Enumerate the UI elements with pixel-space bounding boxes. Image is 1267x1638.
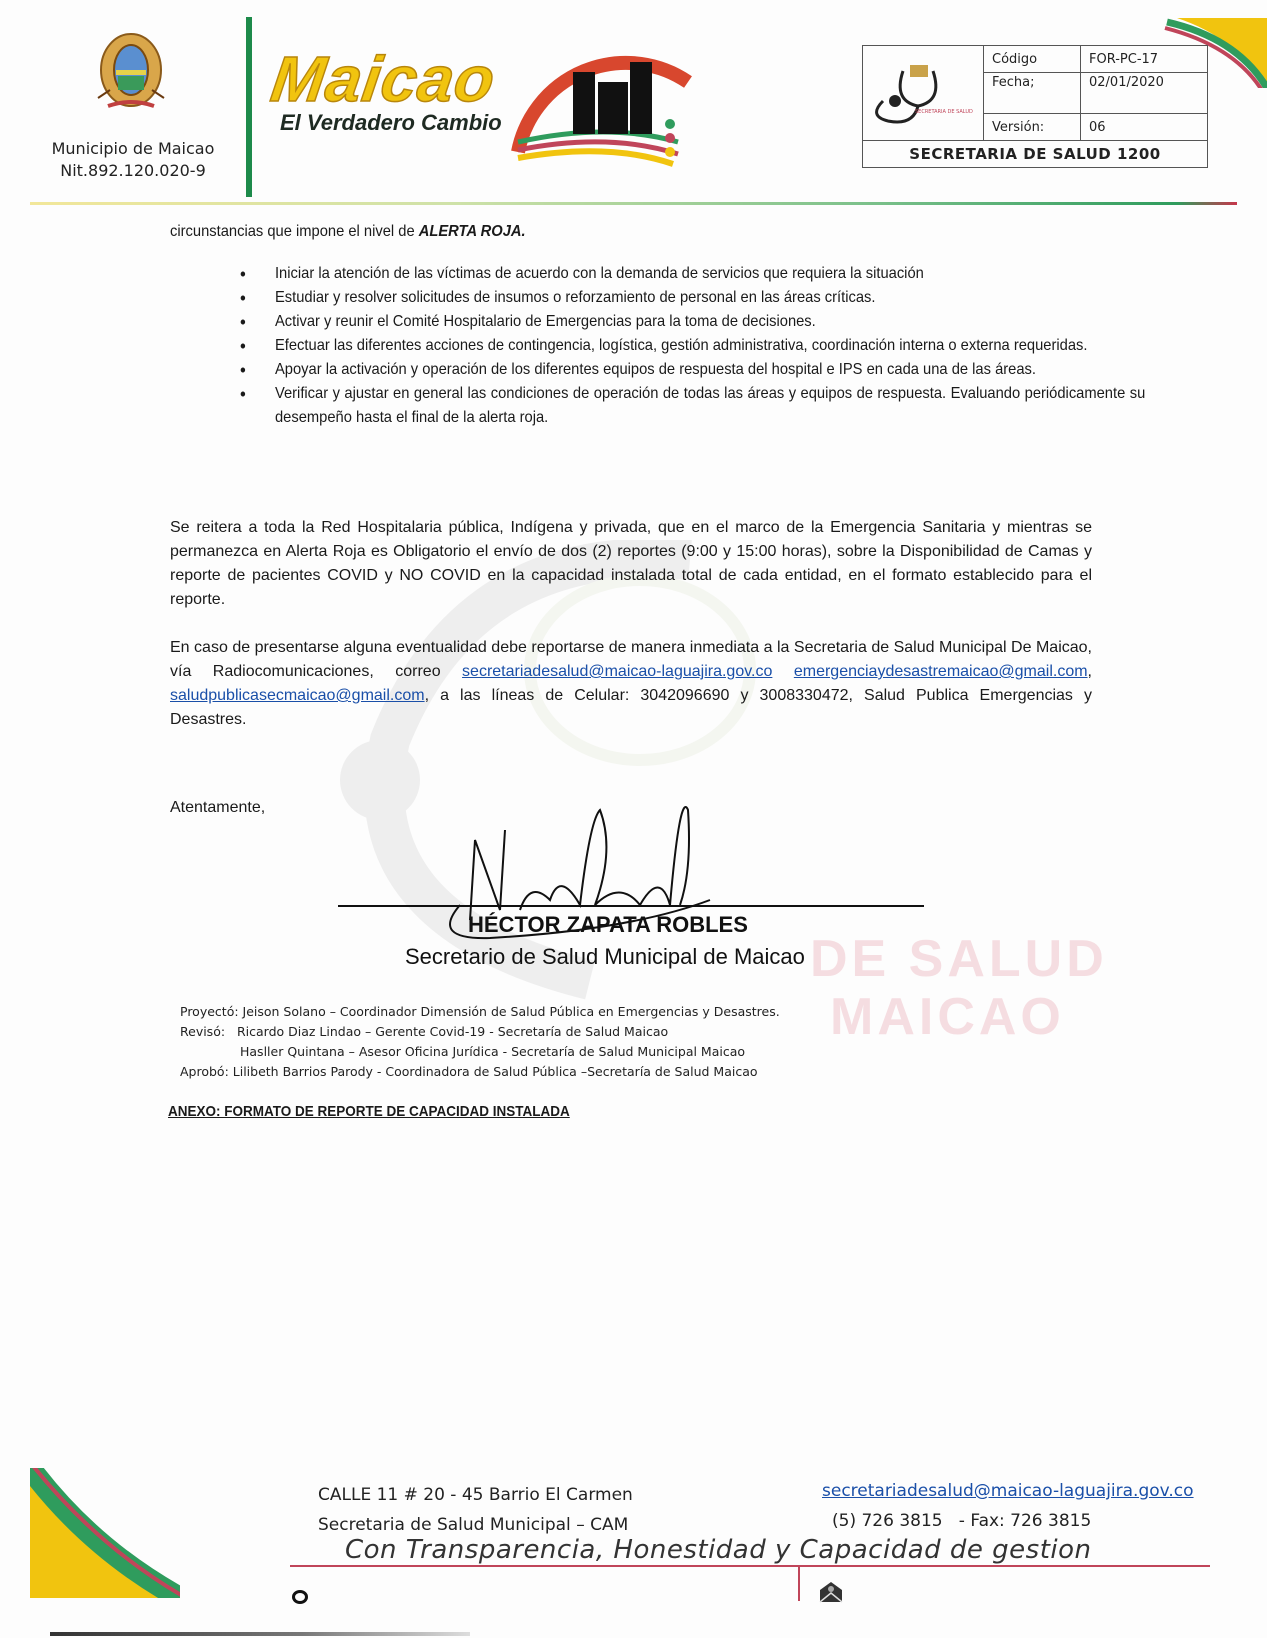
footer-rule — [290, 1565, 1210, 1567]
credit-reviewed: Revisó: Ricardo Diaz Lindao – Gerente Covid-19 - Secretaría de Salud Maicao — [180, 1024, 669, 1039]
location-icon — [292, 1590, 308, 1604]
watermark-text — [810, 930, 1108, 1046]
list-item: • Activar y reunir el Comité Hospitalario de Emergencias para la toma de decisiones. — [240, 310, 1145, 334]
list-item: • Apoyar la activación y operación de los diferentes equipos de respuesta del hospital e IPS en cada una de las áreas. — [240, 358, 1145, 382]
credit-approved: Aprobó: Lilibeth Barrios Parody - Coordinadora de Salud Pública –Secretaría de Salud Maicao — [180, 1064, 758, 1079]
footer-ribbon-icon — [30, 1468, 180, 1598]
credit-projected: Proyectó: Jeison Solano – Coordinador Dimensión de Salud Pública en Emergencias y Desastres. — [180, 1004, 780, 1019]
header-rule — [30, 202, 1237, 205]
header-divider — [246, 17, 252, 197]
municipality-label — [28, 138, 238, 182]
action-list — [240, 262, 1146, 430]
code-value: FOR-PC-17 — [1081, 46, 1208, 73]
municipality-nit: Nit.892.120.020-9 — [60, 161, 206, 180]
department-title: SECRETARIA DE SALUD 1200 — [863, 141, 1208, 168]
contact-text: En caso de presentarse alguna eventualidad debe reportarse de manera inmediata a la Secretaria de Salud Municipal De Maicao, vía Radiocomunicaciones, correo — [170, 639, 1092, 680]
alert-emphasis: ALERTA ROJA. — [418, 223, 526, 240]
health-secretariat-logo — [863, 46, 984, 141]
signature-line — [338, 905, 924, 907]
footer-office: Secretaria de Salud Municipal – CAM — [318, 1515, 629, 1535]
contact-paragraph — [170, 636, 1092, 732]
signer-name: HÉCTOR ZAPATA ROBLES — [468, 912, 748, 937]
signer-role: Secretario de Salud Municipal de Maicao — [405, 944, 805, 969]
municipality-name: Municipio de Maicao — [51, 139, 215, 158]
version-label: Versión: — [984, 114, 1081, 141]
reporting-paragraph: Se reitera a toda la Red Hospitalaria pública, Indígena y privada, que en el marco de la Emergencia Sanitaria y mientras se permanezca en Alerta Roja es Obligatorio el envío de dos (2) reportes (9:00 y 15:00 horas), sobre la Disponibilidad de Camas y reporte de pacientes COVID y NO COVID en la capacidad instalada total de cada entidad, en el formato establecido para el reporte. — [170, 519, 1092, 608]
email-link-secretaria[interactable]: secretariadesalud@maicao-laguajira.gov.co — [462, 663, 773, 680]
list-item: • Estudiar y resolver solicitudes de insumos o reforzamiento de personal en las áreas críticas. — [240, 286, 1145, 310]
footer-divider — [798, 1565, 800, 1601]
footer-address-block — [318, 1480, 633, 1540]
date-value: 02/01/2020 — [1081, 73, 1208, 114]
date-label: Fecha; — [984, 73, 1081, 114]
credit-reviewed-2: Hasller Quintana – Asesor Oficina Jurídica - Secretaría de Salud Municipal Maicao — [240, 1044, 746, 1059]
municipal-crest-icon — [88, 28, 174, 120]
annex-heading: ANEXO: FORMATO DE REPORTE DE CAPACIDAD INSTALADA — [168, 1103, 570, 1120]
page-bottom-bar — [50, 1632, 470, 1636]
intro-text: circunstancias que impone el nivel de — [170, 223, 419, 240]
watermark-line-2: MAICAO — [830, 988, 1065, 1046]
document-control-table — [862, 45, 1208, 168]
watermark-line-1: DE SALUD — [810, 930, 1108, 988]
footer-contact-block — [822, 1476, 1194, 1536]
logo-title: Maicao — [266, 43, 501, 115]
email-link-emergencias[interactable]: emergenciaydesastremaicao@gmail.com — [793, 663, 1088, 680]
envelope-icon — [818, 1580, 844, 1604]
footer-email-link[interactable]: secretariadesalud@maicao-laguajira.gov.co — [822, 1481, 1194, 1501]
contact-text: , — [1087, 663, 1092, 680]
list-item: • Verificar y ajustar en general las condiciones de operación de todas las áreas y equipos de respuesta. Evaluando periódicamente su desempeño hasta el final de la alerta roja. — [240, 382, 1145, 430]
list-item: • Efectuar las diferentes acciones de contingencia, logística, gestión administrativa, coordinación interna o externa requeridas. — [240, 334, 1145, 358]
footer-slogan: Con Transparencia, Honestidad y Capacidad de gestion — [345, 1535, 1092, 1565]
intro-line — [170, 220, 526, 244]
footer-phone: (5) 726 3815 - Fax: 726 3815 — [832, 1511, 1092, 1531]
contact-text — [772, 663, 793, 680]
contact-text: , a las líneas de Celular: 3042096690 y 3008330472, Salud Publica Emergencias y Desastres. — [170, 687, 1092, 728]
document-credits — [180, 1002, 780, 1082]
svg-text:SECRETARIA DE SALUD: SECRETARIA DE SALUD — [915, 109, 973, 115]
email-link-saludpublica[interactable]: saludpublicasecmaicao@gmail.com — [170, 687, 425, 704]
closing-salutation: Atentamente, — [170, 799, 266, 816]
list-item: • Iniciar la atención de las víctimas de acuerdo con la demanda de servicios que requiera la situación — [240, 262, 1145, 286]
logo-subtitle: El Verdadero Cambio — [280, 110, 502, 135]
version-value: 06 — [1081, 114, 1208, 141]
code-label: Código — [984, 46, 1081, 73]
footer-address: CALLE 11 # 20 - 45 Barrio El Carmen — [318, 1485, 633, 1505]
stethoscope-icon — [863, 51, 983, 131]
